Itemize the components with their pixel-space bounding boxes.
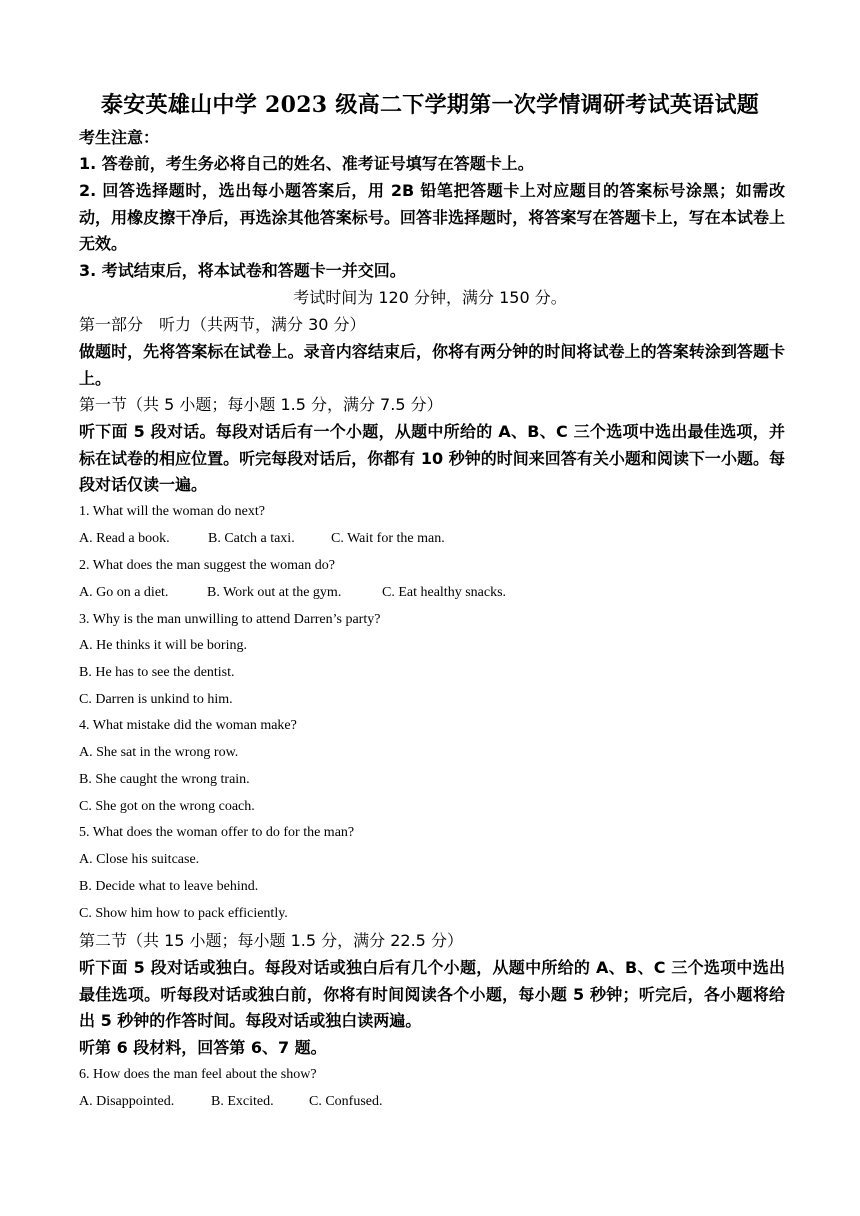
question-4-option-a: A. She sat in the wrong row. — [79, 745, 239, 760]
question-2-option-a: A. Go on a diet. — [79, 585, 169, 600]
section1-heading: 第一节（共 5 小题；每小题 1.5 分，满分 7.5 分） — [79, 395, 443, 414]
question-6-options — [79, 1092, 785, 1112]
question-5-option-a: A. Close his suitcase. — [79, 852, 200, 867]
question-2-option-b: B. Work out at the gym. — [207, 585, 342, 600]
question-5-stem: 5. What does the woman offer to do for the man? — [79, 825, 355, 840]
question-2-option-c: C. Eat healthy snacks. — [382, 585, 507, 600]
question-6-option-a: A. Disappointed. — [79, 1094, 175, 1109]
section1-instruction: 听下面 5 段对话。每段对话后有一个小题，从题中所给的 A、B、C 三个选项中选出最佳选项，并标在试卷的相应位置。听完每段对话后，你都有 10 秒钟的时间来回答有关小题和阅读下一小题。每段对话仅读一遍。 — [79, 422, 785, 494]
question-1-options — [79, 529, 785, 549]
part1-heading: 第一部分 听力（共两节，满分 30 分） — [79, 315, 366, 334]
question-3-stem: 3. Why is the man unwilling to attend Darren’s party? — [79, 612, 381, 627]
section2-instruction: 听下面 5 段对话或独白。每段对话或独白后有几个小题，从题中所给的 A、B、C 三个选项中选出最佳选项。听每段对话或独白前，你将有时间阅读各个小题，每小题 5 秒钟；听完后，各小题将给出 5 秒钟的作答时间。每段对话或独白读两遍。 — [79, 958, 785, 1030]
exam-time: 考试时间为 120 分钟，满分 150 分。 — [293, 288, 567, 307]
question-4-option-b: B. She caught the wrong train. — [79, 772, 250, 787]
notice-item-3: 3. 考试结束后，将本试卷和答题卡一并交回。 — [79, 261, 406, 280]
question-3-option-a: A. He thinks it will be boring. — [79, 638, 247, 653]
question-5-option-b: B. Decide what to leave behind. — [79, 879, 259, 894]
question-2-options — [79, 583, 785, 603]
question-3-option-b: B. He has to see the dentist. — [79, 665, 235, 680]
part1-instruction: 做题时，先将答案标在试卷上。录音内容结束后，你将有两分钟的时间将试卷上的答案转涂到答题卡上。 — [79, 342, 785, 388]
question-6-stem: 6. How does the man feel about the show? — [79, 1067, 317, 1082]
section2-heading: 第二节（共 15 小题；每小题 1.5 分，满分 22.5 分） — [79, 931, 463, 950]
question-1-option-a: A. Read a book. — [79, 531, 170, 546]
question-4-stem: 4. What mistake did the woman make? — [79, 718, 297, 733]
question-5-option-c: C. Show him how to pack efficiently. — [79, 906, 288, 921]
notice-item-1: 1. 答卷前，考生务必将自己的姓名、准考证号填写在答题卡上。 — [79, 154, 534, 173]
question-1-option-c: C. Wait for the man. — [331, 531, 445, 546]
question-1-option-b: B. Catch a taxi. — [208, 531, 295, 546]
question-6-option-b: B. Excited. — [211, 1094, 274, 1109]
question-3-option-c: C. Darren is unkind to him. — [79, 692, 233, 707]
exam-title: 泰安英雄山中学 2023 级高二下学期第一次学情调研考试英语试题 — [100, 92, 760, 118]
question-6-option-c: C. Confused. — [309, 1094, 383, 1109]
notice-item-2: 2. 回答选择题时，选出每小题答案后，用 2B 铅笔把答题卡上对应题目的答案标号涂黑；如需改动，用橡皮擦干净后，再选涂其他答案标号。回答非选择题时，将答案写在答题卡上，写在本试卷上无效。 — [79, 181, 785, 253]
material-6-heading: 听第 6 段材料，回答第 6、7 题。 — [79, 1038, 327, 1057]
question-4-option-c: C. She got on the wrong coach. — [79, 799, 255, 814]
notice-heading: 考生注意： — [79, 128, 160, 147]
question-1-stem: 1. What will the woman do next? — [79, 504, 265, 519]
question-2-stem: 2. What does the man suggest the woman do? — [79, 558, 335, 573]
